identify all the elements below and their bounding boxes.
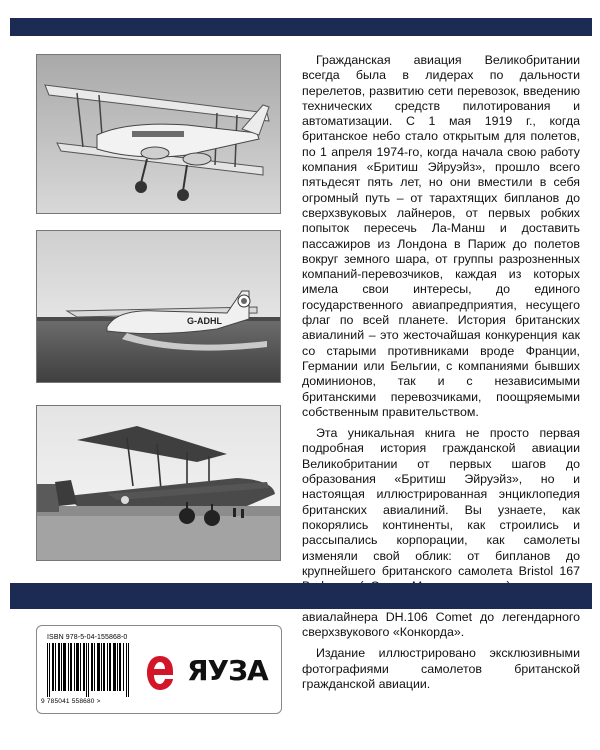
aircraft-registration: G-ADHL xyxy=(187,316,222,326)
photo-flying-boat xyxy=(36,230,281,383)
paragraph-2: Эта уникальная книга не просто первая подробная история гражданской авиации Великобритании от первых шагов до образования «Бритиш Эйруэйз», но и настоящая иллюстрированная энциклопедия британских авиалиний. Вы узнаете, как покорялись континенты, как строились и рассыпались корпорации, как самолеты изменяли свой облик: от бипланов до крупнейшего британского самолета Bristol 167 авиалайнера DH.106 Comet до легендарного сверхзвукового «Конкорда». xyxy=(302,426,580,639)
eksmo-logo-icon xyxy=(145,654,175,692)
barcode-icon xyxy=(47,643,129,697)
paragraph-3: Издание иллюстрировано эксклюзивными фотографиями самолетов британской гражданской авиации. xyxy=(302,646,580,691)
top-color-band xyxy=(10,18,592,36)
photo-biplane-in-flight xyxy=(36,54,281,214)
bottom-color-band xyxy=(10,583,592,609)
photo-biplane-on-airfield xyxy=(36,405,281,561)
barcode-digits: 9 785041 558680 > xyxy=(41,698,101,705)
barcode-panel xyxy=(36,625,282,714)
isbn-number: ISBN 978-5-04-155868-0 xyxy=(47,634,128,641)
yauza-logo: ЯУЗА xyxy=(187,654,268,687)
paragraph-1: Гражданская авиация Великобритании всегда была в лидерах по дальности перелетов, развитию сети перевозок, введению технических средств пилотирования и автоматизации. С 1 мая 1919 г., когда британское небо стало открытым для полетов, по 1 апреля 1974-го, когда начала свою работу компания «Бритиш Эйруэйз», прошло всего пятьдесят пять лет, но они вместили в себя огромный путь – от тарахтящих бипланов до сверхзвуковых лайнеров, от первых робких попыток пересечь Ла-Манш и доставить пассажиров из Лондона в Париж до полетов вокруг земного шара, от группы разрозненных компаний-перевозчиков, каждая из которых имела свои интересы, до единого государственного авиапредприятия, несущего флаг по всей планете. История британских авиалиний – это жесточайшая конкуренция как со старыми противниками вроде Франции, Германии или Бельгии, с компаниями бывших доминионов, так и с независимыми британскими перевозчиками, поощряемыми собственным правительством. xyxy=(302,53,580,419)
